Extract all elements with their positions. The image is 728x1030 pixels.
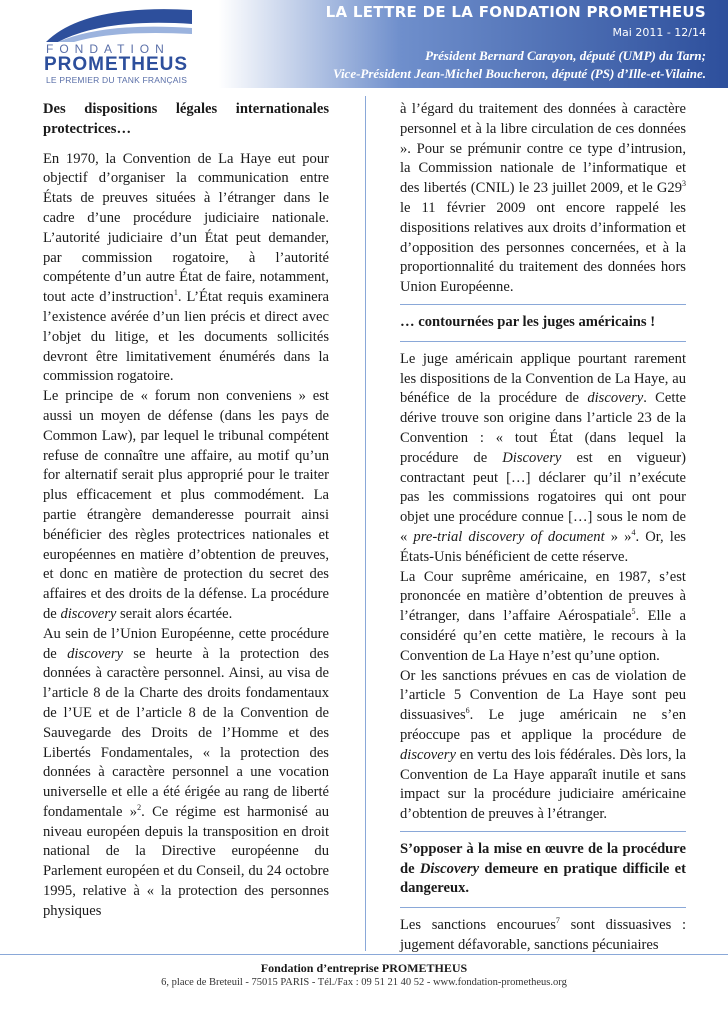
paragraph: Les sanctions encourues$^7$ sont dissuasives : jugement défavorable, sanctions pécuniaires — [400, 916, 686, 954]
paragraph: En 1970, la Convention de La Haye eut pour objectif d’organiser la communication entre États de preuves situées à l’étranger dans le cadre d’une procédure judiciaire nationale. L’autorité judiciaire d’un État peut demander, par commission rogatoire, à l’autorité compétente d’un autre État de faire, notamment, tout acte d’instruction$^1$. L’État requis examinera l’existence avérée d’un lien précis et direct avec l’objet du litige, et les documents sollicités devront être limitativement énumérés dans la commission rogatoire. — [43, 150, 329, 385]
paragraph: La Cour suprême américaine, en 1987, s’est prononcée en matière d’obtention de preuves à l’étranger, dans l’affaire Aérospatiale$^5$. Elle a considéré qu’en cette matière, le recours à la Convention de La Haye n’est qu’une option. — [400, 568, 686, 664]
section-heading-3: S’opposer à la mise en œuvre de la procédure de Discovery demeure en pratique difficile et dangereux. — [400, 840, 686, 897]
divider — [400, 831, 686, 832]
divider — [400, 304, 686, 305]
paragraph: à l’égard du traitement des données à caractère personnel et à la libre circulation de ces données ». Pour se prémunir contre ce type d’intrusion, la Commission nationale de l’informatique et des libertés (CNIL) le 23 juillet 2009, et le $G29^3$ le 11 février 2009 ont encore rappelé les dispositions relatives aux droits d’information et d’opposition des personnes concernées, et à la proportionnalité du traitement des données hors Union Européenne. — [400, 101, 686, 296]
paragraph: Le juge américain applique pourtant rarement les dispositions de la Convention de La Haye, au bénéfice de la procédure de discovery. Cette dérive trouve son origine dans l’article 23 de la Convention : « tout État (dans lequel la procédure de Discovery est en vigueur) contractant peut […] déclarer qu’il n’exécute pas les commissions rogatoires qui ont pour objet une procédure connue […] sous le nom de « pre-trial discovery of document » »$^4$. Or, les États-Unis bénéficient de cette réserve. — [400, 350, 686, 565]
divider — [400, 341, 686, 342]
right-column — [400, 100, 686, 956]
column-divider — [365, 96, 366, 951]
section-heading-1: Des dispositions légales internationales protectrices… — [43, 101, 329, 137]
logo-arc-icon — [44, 4, 194, 44]
header-banner — [0, 0, 728, 88]
logo — [0, 0, 195, 88]
footer-org-name: Fondation d’entreprise PROMETHEUS — [260, 961, 468, 975]
footer-address: 6, place de Breteuil - 75015 PARIS - Tél./Fax : 09 51 21 40 52 - www.fondation-prometheus.org — [161, 977, 567, 988]
president-line: Président Bernard Carayon, député (UMP) du Tarn; — [425, 48, 706, 63]
newsletter-title: LA LETTRE DE LA FONDATION PROMETHEUS — [325, 3, 706, 21]
paragraph: Or les sanctions prévues en cas de violation de l’article 5 Convention de La Haye sont peu dissuasives$^6$. Le juge américain ne s’en préoccupe pas et applique la procédure de discovery en vertu des lois fédérales. Dès lors, la Convention de La Haye apparaît inutile et sans impact sur la procédure judiciaire américaine d’obtention de preuves à l’étranger. — [400, 667, 686, 823]
logo-line1: FONDATION — [46, 42, 170, 56]
divider — [400, 907, 686, 908]
paragraph: Au sein de l’Union Européenne, cette procédure de discovery se heurte à la protection des données à caractère personnel. Ainsi, au visa de l’article 8 de la Charte des droits fondamentaux de l’UE et de l’article 8 de la Convention de Sauvegarde des Droits de l’Homme et des Libertés Fondamentales, « la protection des données à caractère personnel a une vocation universelle et elle a été érigée au rang de liberté fondamentale »$^2$. Ce régime est harmonisé au niveau européen depuis la transposition en droit national de la Directive européenne du Parlement européen et du Conseil, du 24 octobre 1995, relative à « la protection des personnes physiques — [43, 625, 329, 919]
section-heading-2: … contournées par les juges américains ! — [400, 313, 656, 330]
left-column — [43, 100, 329, 922]
footer-divider — [0, 954, 728, 955]
issue-date: Mai 2011 - 12/14 — [612, 26, 706, 39]
logo-line2: PROMETHEUS — [44, 54, 189, 75]
paragraph: Le principe de « forum non conveniens » est aussi un moyen de défense (dans les pays de Common Law), par lequel le tribunal compétent refuse de connaître une affaire, au motif qu’un for alternatif serait plus approprié pour le traiter plus efficacement et plus commodément. La partie étrangère demanderesse pourrait ainsi bénéficier des règles protectrices nationales et européennes en matière d’obtention de preuves, et donc en matière de protection du secret des affaires et des droits de la défense. La procédure de discovery serait alors écartée. — [43, 388, 329, 622]
vice-president-line: Vice-Président Jean-Michel Boucheron, député (PS) d’Ille-et-Vilaine. — [332, 66, 706, 81]
logo-tagline: LE PREMIER DU TANK FRANÇAIS — [46, 75, 188, 85]
